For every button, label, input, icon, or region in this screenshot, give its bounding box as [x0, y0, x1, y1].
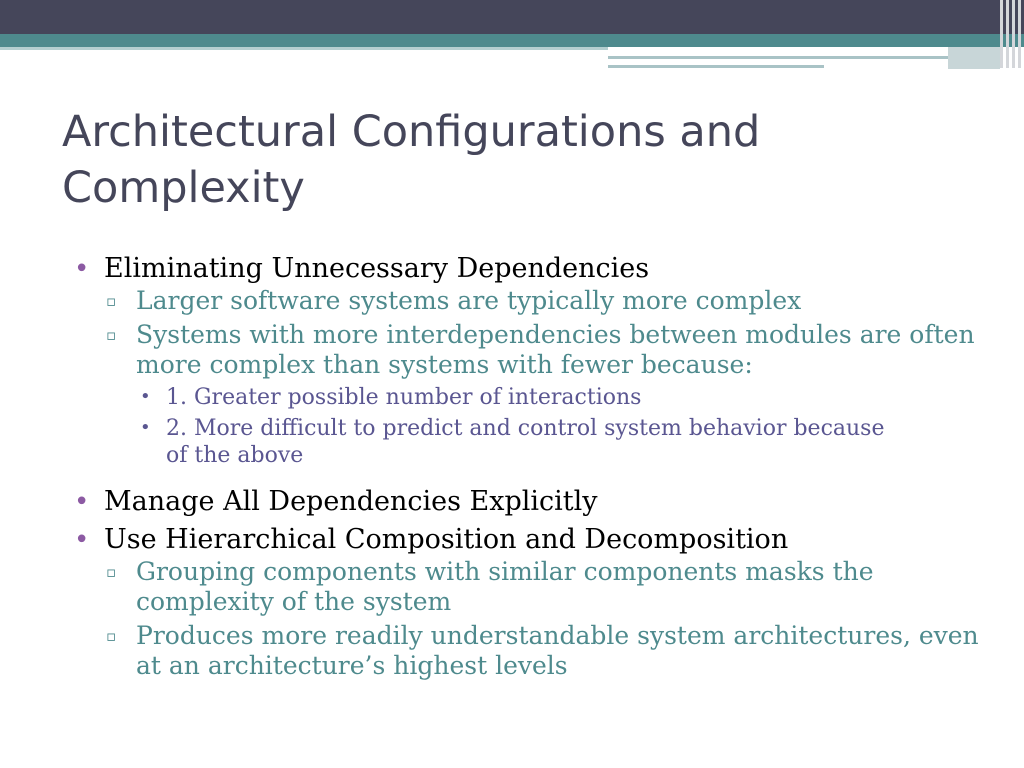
bullet-text: Eliminating Unnecessary Dependencies — [104, 253, 650, 284]
sub-sub-bullet-text: 2. More difficult to predict and control system behavior because of the above — [166, 416, 885, 468]
bullet-marker: • — [74, 254, 90, 284]
sub-bullet-item — [0, 286, 1024, 316]
sub-sub-bullet-item — [0, 415, 1024, 469]
sub-sub-bullet-marker: • — [140, 417, 151, 438]
header-rule-2 — [608, 65, 824, 68]
sub-bullet-item — [0, 557, 1024, 617]
sub-sub-bullet-text: 1. Greater possible number of interactions — [166, 385, 642, 410]
sub-bullet-text: Systems with more interdependencies between modules are often more complex than systems with fewer because: — [136, 320, 975, 379]
sub-bullet-marker: ▫ — [106, 326, 117, 344]
bullet-item — [0, 252, 1024, 286]
sub-sub-bullet-marker: • — [140, 386, 151, 407]
bullet-marker: • — [74, 487, 90, 517]
header-accent-line — [0, 47, 608, 50]
sub-sub-bullet-item — [0, 384, 1024, 411]
header-stripe-4 — [1018, 0, 1021, 68]
header-corner-block — [948, 47, 1000, 69]
sub-bullet-item — [0, 320, 1024, 380]
slide-body — [0, 252, 1024, 681]
header-stripe-3 — [1012, 0, 1015, 68]
sub-bullet-text: Produces more readily understandable system architectures, even at an architecture’s highest levels — [136, 621, 979, 680]
bullet-text: Manage All Dependencies Explicitly — [104, 486, 598, 517]
bullet-marker: • — [74, 525, 90, 555]
header-bar — [0, 0, 1024, 34]
sub-bullet-marker: ▫ — [106, 563, 117, 581]
sub-bullet-text: Larger software systems are typically more complex — [136, 286, 802, 315]
header-stripe-1 — [1000, 0, 1003, 68]
sub-bullet-text: Grouping components with similar components masks the complexity of the system — [136, 557, 874, 616]
bullet-text: Use Hierarchical Composition and Decomposition — [104, 524, 789, 555]
bullet-item — [0, 485, 1024, 519]
header-accent-band — [0, 34, 1024, 47]
sub-bullet-marker: ▫ — [106, 627, 117, 645]
bullet-item — [0, 523, 1024, 557]
sub-bullet-marker: ▫ — [106, 292, 117, 310]
header-rule-1 — [608, 56, 948, 59]
slide-title: Architectural Configurations and Complexity — [62, 107, 761, 213]
sub-bullet-item — [0, 621, 1024, 681]
header-stripe-2 — [1006, 0, 1009, 68]
